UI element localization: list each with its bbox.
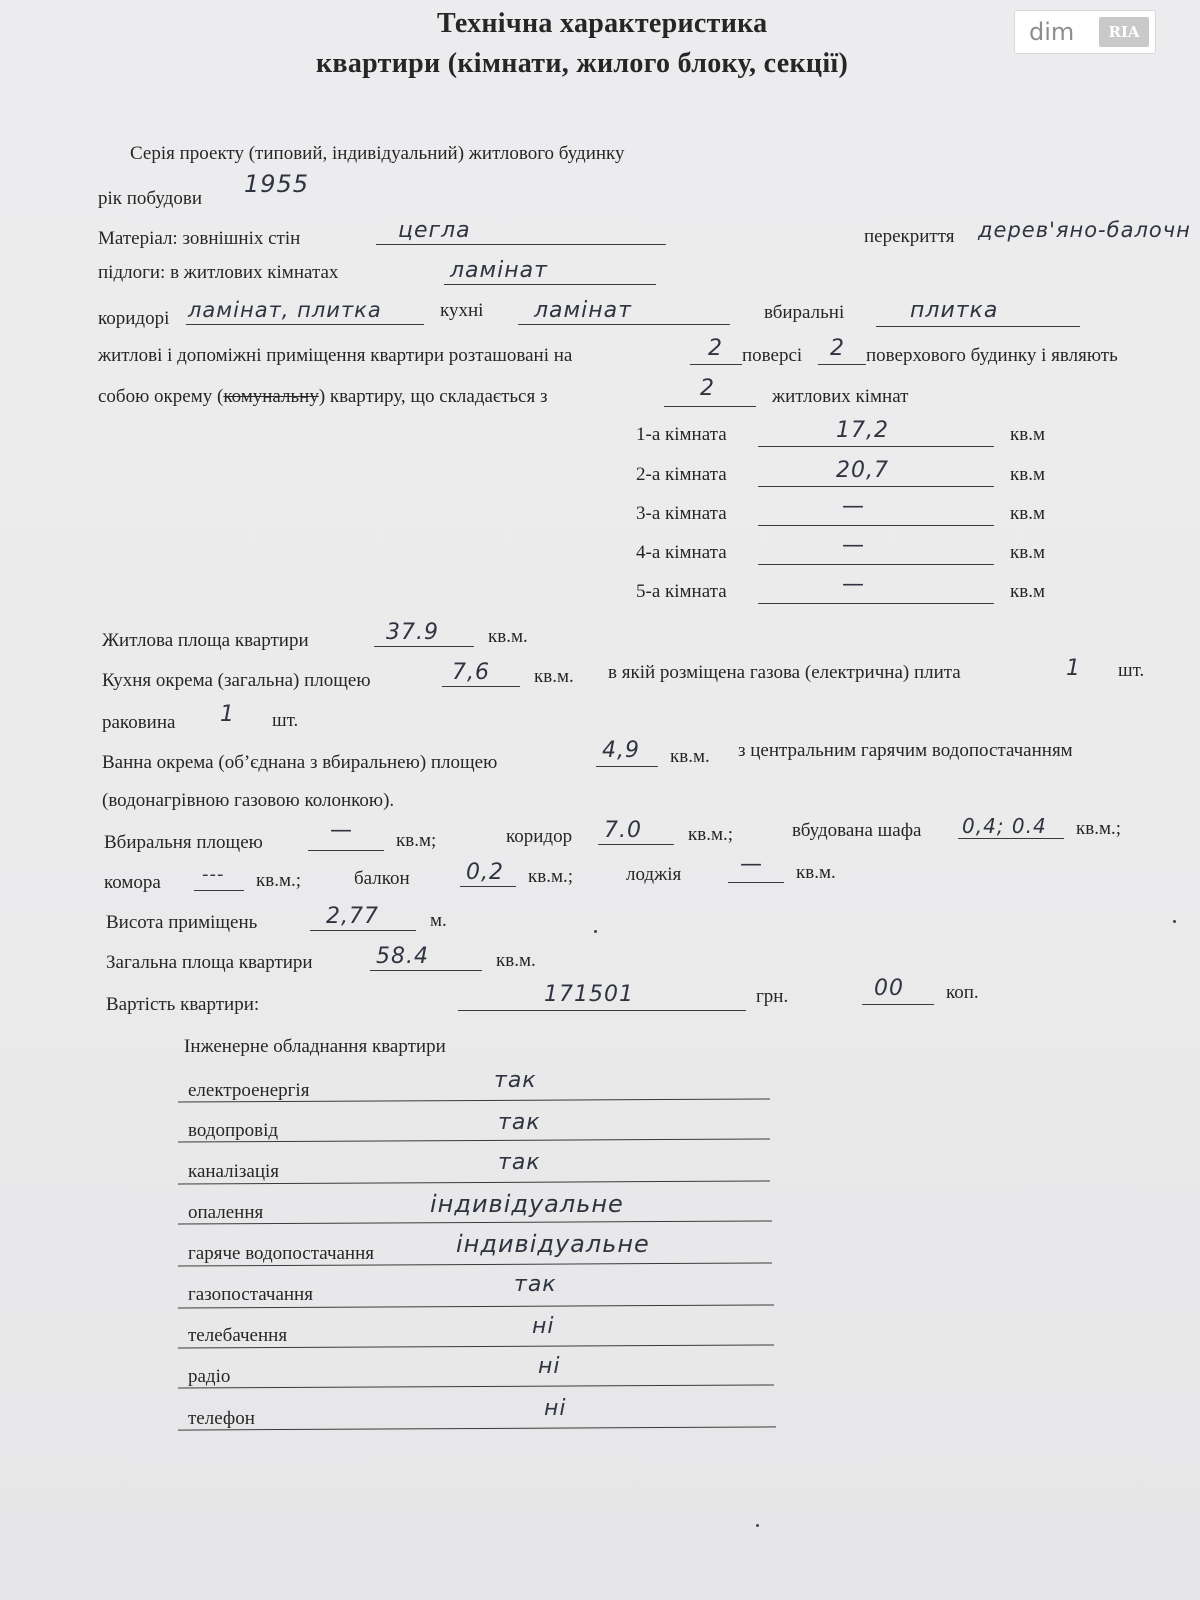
storage-area-underline <box>194 890 244 891</box>
bathroom-floor-value: плитка <box>910 298 999 323</box>
cost-uah-underline <box>458 1010 746 1011</box>
sink-unit: шт. <box>272 710 299 731</box>
communal-struck-word: комунальну <box>223 386 319 407</box>
corridor-area-underline <box>598 844 674 845</box>
title-line-2: квартири (кімнати, жилого блоку, секції) <box>316 48 849 79</box>
stove-value: 1 <box>1066 656 1081 681</box>
location-text-2: поверсі <box>742 345 803 366</box>
cost-kop-unit: коп. <box>946 982 979 1003</box>
cost-label: Вартість квартири: <box>106 994 260 1015</box>
ceiling-height-label: Висота приміщень <box>106 912 258 933</box>
balcony-area-value: 0,2 <box>466 860 504 885</box>
balcony-area-unit: кв.м.; <box>528 866 574 887</box>
logo-ria-badge: RIA <box>1099 17 1149 47</box>
room-1-label: 1-а кімната <box>636 424 727 445</box>
balcony-area-label: балкон <box>354 868 410 889</box>
bath-area-unit: кв.м. <box>670 746 710 767</box>
equipment-value-heating: індивідуальне <box>430 1190 624 1218</box>
build-year-value: 1955 <box>244 170 310 198</box>
room-2-underline <box>758 486 994 487</box>
room-2-unit: кв.м <box>1010 464 1045 485</box>
equipment-label-hot-water: гаряче водопостачання <box>188 1243 375 1264</box>
storage-area-label: комора <box>104 872 161 893</box>
room-1-unit: кв.м <box>1010 424 1045 445</box>
bathroom-floor-underline <box>876 326 1080 327</box>
equipment-value-sewerage: так <box>498 1150 541 1175</box>
room-4-underline <box>758 564 994 565</box>
kitchen-floor-value: ламінат <box>534 298 632 323</box>
equipment-value-hot-water: індивідуальне <box>456 1230 650 1258</box>
scan-speck <box>756 1524 759 1527</box>
room-4-value: — <box>842 533 865 558</box>
bath-text-2: (водонагрівною газовою колонкою). <box>102 790 395 811</box>
equipment-value-gas: так <box>514 1272 557 1297</box>
walls-value: цегла <box>398 218 471 243</box>
total-floors-value: 2 <box>830 336 845 361</box>
ceiling-label: перекриття <box>864 226 955 247</box>
equipment-value-phone: ні <box>544 1396 567 1421</box>
toilet-area-label: Вбиральня площею <box>104 832 263 853</box>
equipment-label-sewerage: каналізація <box>188 1161 280 1182</box>
balcony-area-underline <box>460 886 516 887</box>
apartment-floor-underline <box>690 364 742 365</box>
equipment-value-tv: ні <box>532 1314 555 1339</box>
floors-value: ламінат <box>450 258 548 283</box>
equipment-label-phone: телефон <box>188 1408 255 1429</box>
corridor-area-unit: кв.м.; <box>688 824 734 845</box>
loggia-area-underline <box>728 882 784 883</box>
location-line-4 <box>98 386 547 408</box>
equipment-underline-radio <box>178 1384 774 1388</box>
scan-speck <box>594 930 597 933</box>
cost-uah-unit: грн. <box>756 986 789 1007</box>
rooms-count-underline <box>664 406 756 407</box>
corridor-area-value: 7.0 <box>604 818 642 843</box>
kitchen-area-label: Кухня окрема (загальна) площею <box>102 670 371 691</box>
equipment-label-water: водопровід <box>188 1120 279 1141</box>
sink-value: 1 <box>220 702 235 727</box>
equipment-label-heating: опалення <box>188 1202 264 1223</box>
loggia-area-label: лоджія <box>626 864 682 885</box>
bath-area-label: Ванна окрема (об’єднана з вбиральнею) площею <box>102 752 498 773</box>
living-area-unit: кв.м. <box>488 626 528 647</box>
loggia-area-value: — <box>740 852 763 877</box>
equipment-heading: Інженерне обладнання квартири <box>184 1036 446 1057</box>
loggia-area-unit: кв.м. <box>796 862 836 883</box>
title-line-1: Технічна характеристика <box>437 8 768 39</box>
stove-label: в якій розміщена газова (електрична) плита <box>608 662 961 683</box>
total-area-unit: кв.м. <box>496 950 536 971</box>
living-area-label: Житлова площа квартири <box>102 630 309 651</box>
location-text-1: житлові і допоміжні приміщення квартири розташовані на <box>98 345 573 366</box>
equipment-label-radio: радіо <box>188 1366 231 1387</box>
room-2-value: 20,7 <box>836 458 889 483</box>
bath-area-underline <box>596 766 658 767</box>
walls-underline <box>376 244 666 245</box>
location-text-4: собою окрему ( <box>98 386 224 407</box>
storage-area-value: --- <box>202 864 225 885</box>
corridors-label: коридорі <box>98 308 170 329</box>
ceiling-value: дерев'яно-балочн <box>978 218 1191 242</box>
toilet-area-underline <box>308 850 384 851</box>
total-area-label: Загальна площа квартири <box>106 952 313 973</box>
total-floors-underline <box>818 364 866 365</box>
equipment-label-gas: газопостачання <box>188 1284 313 1305</box>
room-3-unit: кв.м <box>1010 503 1045 524</box>
equipment-label-tv: телебачення <box>188 1325 288 1346</box>
bathroom-floor-label: вбиральні <box>764 302 845 323</box>
total-area-value: 58.4 <box>376 944 429 969</box>
cost-uah-value: 171501 <box>544 982 634 1007</box>
floors-label: підлоги: в житлових кімнатах <box>98 262 339 283</box>
room-4-unit: кв.м <box>1010 542 1045 563</box>
room-5-underline <box>758 603 994 604</box>
equipment-label-electricity: електроенергія <box>188 1080 310 1101</box>
room-5-unit: кв.м <box>1010 581 1045 602</box>
corridors-underline <box>186 324 424 325</box>
equipment-underline-heating <box>178 1220 772 1224</box>
kitchen-floor-label: кухні <box>440 300 484 321</box>
room-3-label: 3-а кімната <box>636 503 727 524</box>
corridor-area-label: коридор <box>506 826 573 847</box>
kitchen-area-value: 7,6 <box>452 660 490 685</box>
equipment-value-radio: ні <box>538 1354 561 1379</box>
location-text-3: поверхового будинку і являють <box>866 345 1118 366</box>
walls-label: Матеріал: зовнішніх стін <box>98 228 301 249</box>
stove-unit: шт. <box>1118 660 1145 681</box>
logo-dim-text: dim <box>1029 18 1075 46</box>
toilet-area-value: — <box>330 818 353 843</box>
room-5-value: — <box>842 572 865 597</box>
bath-text-1: з центральним гарячим водопостачанням <box>738 740 1073 761</box>
room-3-value: — <box>842 494 865 519</box>
toilet-area-unit: кв.м; <box>396 830 437 851</box>
equipment-value-water: так <box>498 1110 541 1135</box>
ceiling-height-unit: м. <box>430 910 447 931</box>
room-3-underline <box>758 525 994 526</box>
rooms-count-value: 2 <box>700 376 715 401</box>
build-year-label: рік побудови <box>98 188 202 209</box>
dim-ria-logo <box>1014 10 1156 54</box>
closet-area-unit: кв.м.; <box>1076 818 1122 839</box>
room-5-label: 5-а кімната <box>636 581 727 602</box>
apartment-floor-value: 2 <box>708 336 723 361</box>
closet-area-value: 0,4; 0.4 <box>962 814 1047 838</box>
kitchen-area-underline <box>442 686 520 687</box>
cost-kop-value: 00 <box>874 976 904 1001</box>
kitchen-floor-underline <box>518 324 730 325</box>
room-1-underline <box>758 446 994 447</box>
total-area-underline <box>370 970 482 971</box>
scan-speck <box>1173 920 1176 923</box>
sink-label: раковина <box>102 712 176 733</box>
bath-area-value: 4,9 <box>602 738 640 763</box>
location-text-6: житлових кімнат <box>772 386 909 407</box>
project-series-label: Серія проекту (типовий, індивідуальний) житлового будинку <box>130 143 625 164</box>
living-area-value: 37.9 <box>386 620 439 645</box>
closet-area-underline <box>958 838 1064 839</box>
room-1-value: 17,2 <box>836 418 889 443</box>
ceiling-height-underline <box>310 930 416 931</box>
closet-area-label: вбудована шафа <box>792 820 922 841</box>
corridors-value: ламінат, плитка <box>188 298 382 322</box>
location-text-5: ) квартиру, що складається з <box>318 386 548 407</box>
equipment-underline-phone <box>178 1426 776 1430</box>
room-4-label: 4-а кімната <box>636 542 727 563</box>
kitchen-area-unit: кв.м. <box>534 666 574 687</box>
floors-underline <box>444 284 656 285</box>
living-area-underline <box>374 646 474 647</box>
cost-kop-underline <box>862 1004 934 1005</box>
ceiling-height-value: 2,77 <box>326 904 379 929</box>
storage-area-unit: кв.м.; <box>256 870 302 891</box>
equipment-value-electricity: так <box>494 1068 537 1093</box>
room-2-label: 2-а кімната <box>636 464 727 485</box>
